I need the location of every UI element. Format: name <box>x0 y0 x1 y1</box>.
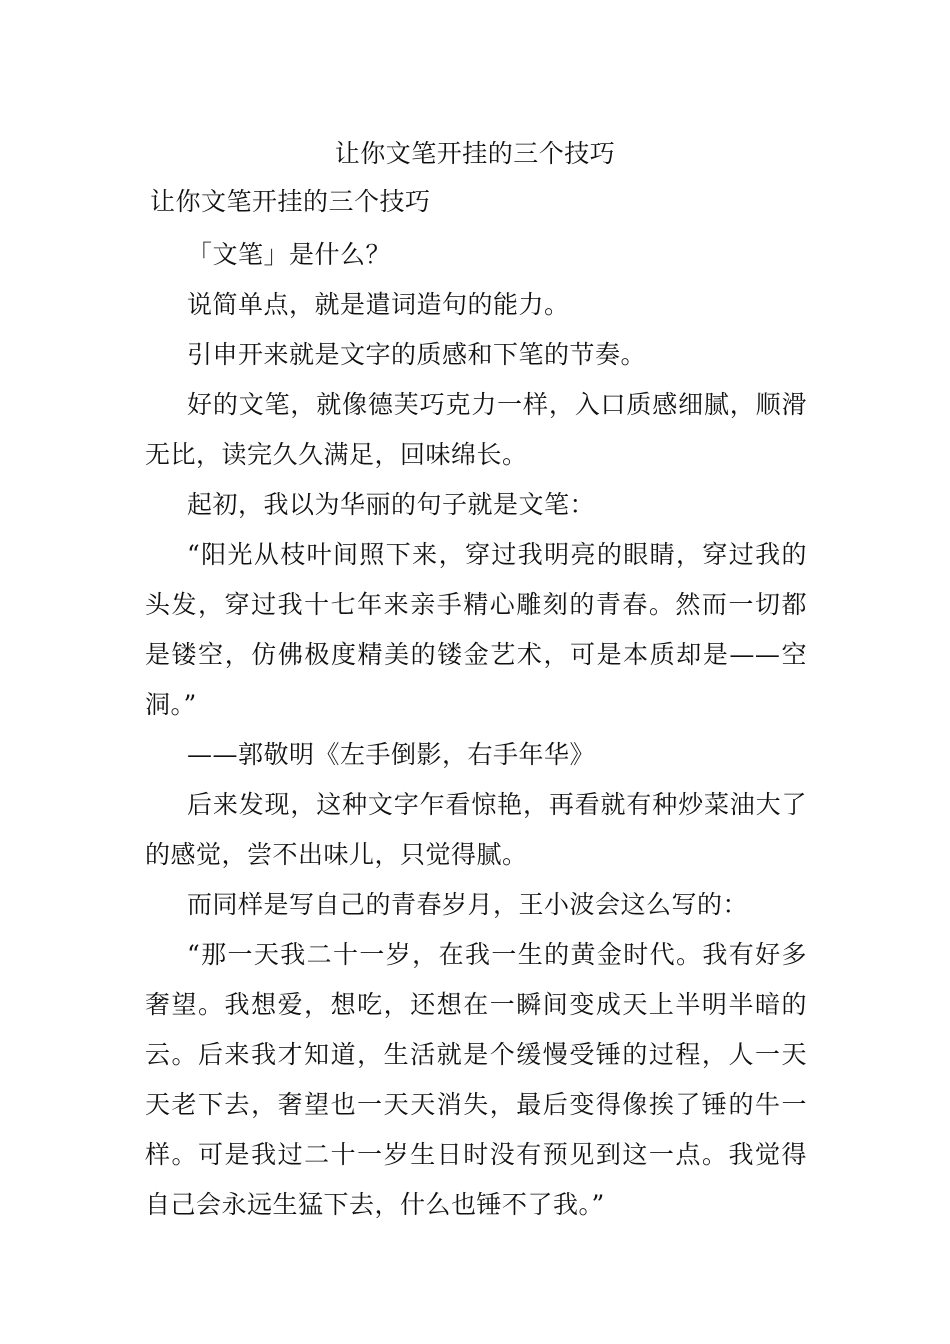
document-body <box>145 230 807 1230</box>
paragraph-extension: 引申开来就是文字的质感和下笔的节奏。 <box>187 340 647 369</box>
paragraph-wang-intro: 而同样是写自己的青春岁月，王小波会这么写的： <box>187 890 749 919</box>
document-subtitle: 让你文笔开挂的三个技巧 <box>150 187 431 216</box>
paragraph-quote-guo: “阳光从枝叶间照下来，穿过我明亮的眼睛，穿过我的头发，穿过我十七年来亲手精心雕刻的青春。然而一切都是镂空，仿佛极度精美的镂金艺术，可是本质却是——空洞。” <box>145 540 807 719</box>
paragraph-definition: 说简单点，就是遣词造句的能力。 <box>187 290 570 319</box>
document-title: 让你文笔开挂的三个技巧 <box>334 139 616 168</box>
paragraph-good-writing: 好的文笔，就像德芙巧克力一样，入口质感细腻，顺滑无比，读完久久满足，回味绵长。 <box>145 390 807 469</box>
paragraph-initially: 起初，我以为华丽的句子就是文笔： <box>187 490 596 519</box>
paragraph-later-found: 后来发现，这种文字乍看惊艳，再看就有种炒菜油大了的感觉，尝不出味儿，只觉得腻。 <box>145 790 807 869</box>
paragraph-quote-source: ——郭敬明《左手倒影，右手年华》 <box>187 740 596 769</box>
paragraph-what-is-writing: 「文笔」是什么？ <box>187 240 392 269</box>
paragraph-quote-wang: “那一天我二十一岁，在我一生的黄金时代。我有好多奢望。我想爱，想吃，还想在一瞬间变成天上半明半暗的云。后来我才知道，生活就是个缓慢受锤的过程，人一天天老下去，奢望也一天天消失，最后变得像挨了锤的牛一样。可是我过二十一岁生日时没有预见到这一点。我觉得自己会永远生猛下去，什么也锤不了我。” <box>145 940 807 1219</box>
